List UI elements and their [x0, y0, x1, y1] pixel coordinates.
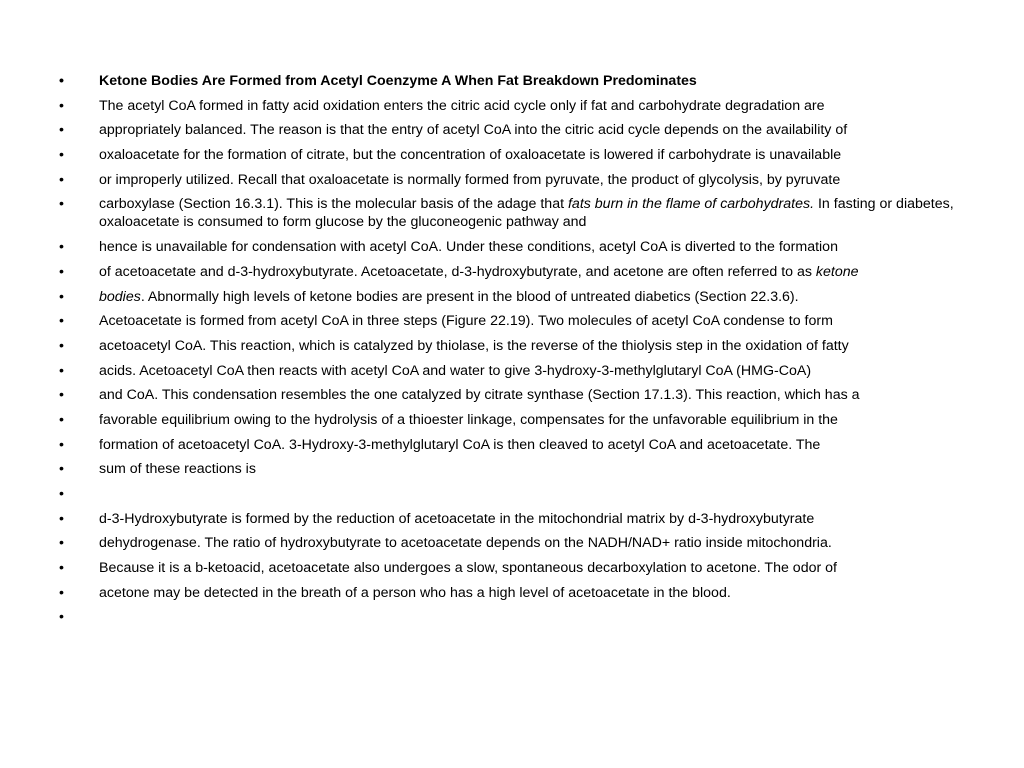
bullet-dot: •: [59, 436, 64, 453]
bullet-line: [56, 288, 966, 306]
bullet-dot: •: [59, 486, 64, 502]
bullet-dot: •: [59, 535, 64, 552]
bullet-line: [56, 97, 966, 115]
italic-phrase: bodies: [99, 288, 141, 305]
bullet-line: [56, 171, 966, 189]
bullet-empty: [56, 485, 966, 503]
bullet-dot: •: [59, 560, 64, 577]
bullet-dot: •: [59, 337, 64, 354]
line-text: or improperly utilized. Recall that oxaloacetate is normally formed from pyruvate, the product of glycolysis, by pyruvate: [99, 171, 841, 188]
bullet-dot: •: [59, 609, 64, 626]
bullet-line: [56, 386, 966, 404]
bullet-dot: •: [59, 263, 64, 280]
bullet-line: [56, 436, 966, 454]
bullet-line: [56, 584, 966, 602]
bullet-dot: •: [59, 239, 64, 256]
line-text: sum of these reactions is: [99, 461, 256, 478]
line-text: appropriately balanced. The reason is that the entry of acetyl CoA into the citric acid cycle depends on the availability of: [99, 122, 848, 139]
bullet-empty: [56, 608, 966, 626]
bullet-dot: •: [59, 411, 64, 428]
bullet-dot: •: [59, 584, 64, 601]
bullet-line: [56, 510, 966, 528]
line-text: In fasting or diabetes, oxaloacetate is consumed to form glucose by the gluconeogenic pathway and: [99, 196, 954, 231]
line-text: carboxylase (Section 16.3.1). This is the molecular basis of the adage that: [99, 196, 568, 213]
line-text: d-3-Hydroxybutyrate is formed by the reduction of acetoacetate in the mitochondrial matrix by d-3-hydroxybutyrate: [99, 510, 815, 527]
bullet-dot: •: [59, 97, 64, 114]
bullet-line: [56, 534, 966, 552]
line-text: acetoacetyl CoA. This reaction, which is catalyzed by thiolase, is the reverse of the thiolysis step in the oxidation of fatty: [99, 337, 849, 354]
bullet-line: [56, 238, 966, 256]
bullet-line: [56, 121, 966, 139]
line-text: acetone may be detected in the breath of a person who has a high level of acetoacetate in the blood.: [99, 584, 731, 601]
bullet-dot: •: [59, 196, 64, 213]
bullet-dot: •: [59, 147, 64, 164]
bullet-dot: •: [59, 362, 64, 379]
bullet-dot: •: [59, 122, 64, 139]
bullet-title: [56, 72, 966, 90]
bullet-dot: •: [59, 387, 64, 404]
bullet-line: [56, 411, 966, 429]
bullet-line: [56, 337, 966, 355]
line-text: The acetyl CoA formed in fatty acid oxidation enters the citric acid cycle only if fat and carbohydrate degradation are: [99, 97, 825, 114]
line-text: hence is unavailable for condensation with acetyl CoA. Under these conditions, acetyl CoA is diverted to the formation: [99, 239, 838, 256]
line-text: Because it is a b-ketoacid, acetoacetate also undergoes a slow, spontaneous decarboxylation to acetone. The odor of: [99, 560, 837, 577]
line-text: dehydrogenase. The ratio of hydroxybutyrate to acetoacetate depends on the NADH/NAD+ ratio inside mitochondria.: [99, 535, 832, 552]
line-text: favorable equilibrium owing to the hydrolysis of a thioester linkage, compensates for the unfavorable equilibrium in the: [99, 411, 838, 428]
bullet-line: [56, 460, 966, 478]
bullet-line: [56, 559, 966, 577]
line-text: formation of acetoacetyl CoA. 3-Hydroxy-3-methylglutaryl CoA is then cleaved to acetyl CoA and acetoacetate. The: [99, 436, 821, 453]
bullet-line: [56, 195, 966, 231]
line-text: and CoA. This condensation resembles the one catalyzed by citrate synthase (Section 17.1.3). This reaction, which has a: [99, 387, 860, 404]
bullet-line: [56, 312, 966, 330]
bullet-dot: •: [59, 288, 64, 305]
bullet-line: [56, 263, 966, 281]
italic-phrase: fats burn in the flame of carbohydrates.: [567, 196, 815, 213]
bullet-line: [56, 362, 966, 380]
bullet-dot: •: [59, 510, 64, 527]
bullet-dot: •: [59, 313, 64, 330]
italic-phrase: ketone: [815, 263, 859, 280]
bullet-dot: •: [59, 171, 64, 188]
slide-title: Ketone Bodies Are Formed from Acetyl Coenzyme A When Fat Breakdown Predominates: [99, 73, 697, 89]
bullet-dot: •: [59, 73, 64, 89]
bullet-dot: •: [59, 461, 64, 478]
line-text: acids. Acetoacetyl CoA then reacts with acetyl CoA and water to give 3-hydroxy-3-methylglutaryl CoA (HMG-CoA): [99, 362, 812, 379]
bullet-list: [56, 72, 966, 633]
line-text: Acetoacetate is formed from acetyl CoA in three steps (Figure 22.19). Two molecules of acetyl CoA condense to form: [99, 313, 833, 330]
line-text: oxaloacetate for the formation of citrate, but the concentration of oxaloacetate is lowered if carbohydrate is unavailable: [99, 147, 842, 164]
bullet-line: [56, 146, 966, 164]
line-text: . Abnormally high levels of ketone bodies are present in the blood of untreated diabetics (Section 22.3.6).: [140, 288, 799, 305]
line-text: of acetoacetate and d-3-hydroxybutyrate. Acetoacetate, d-3-hydroxybutyrate, and acetone are often referred to as: [99, 263, 816, 280]
